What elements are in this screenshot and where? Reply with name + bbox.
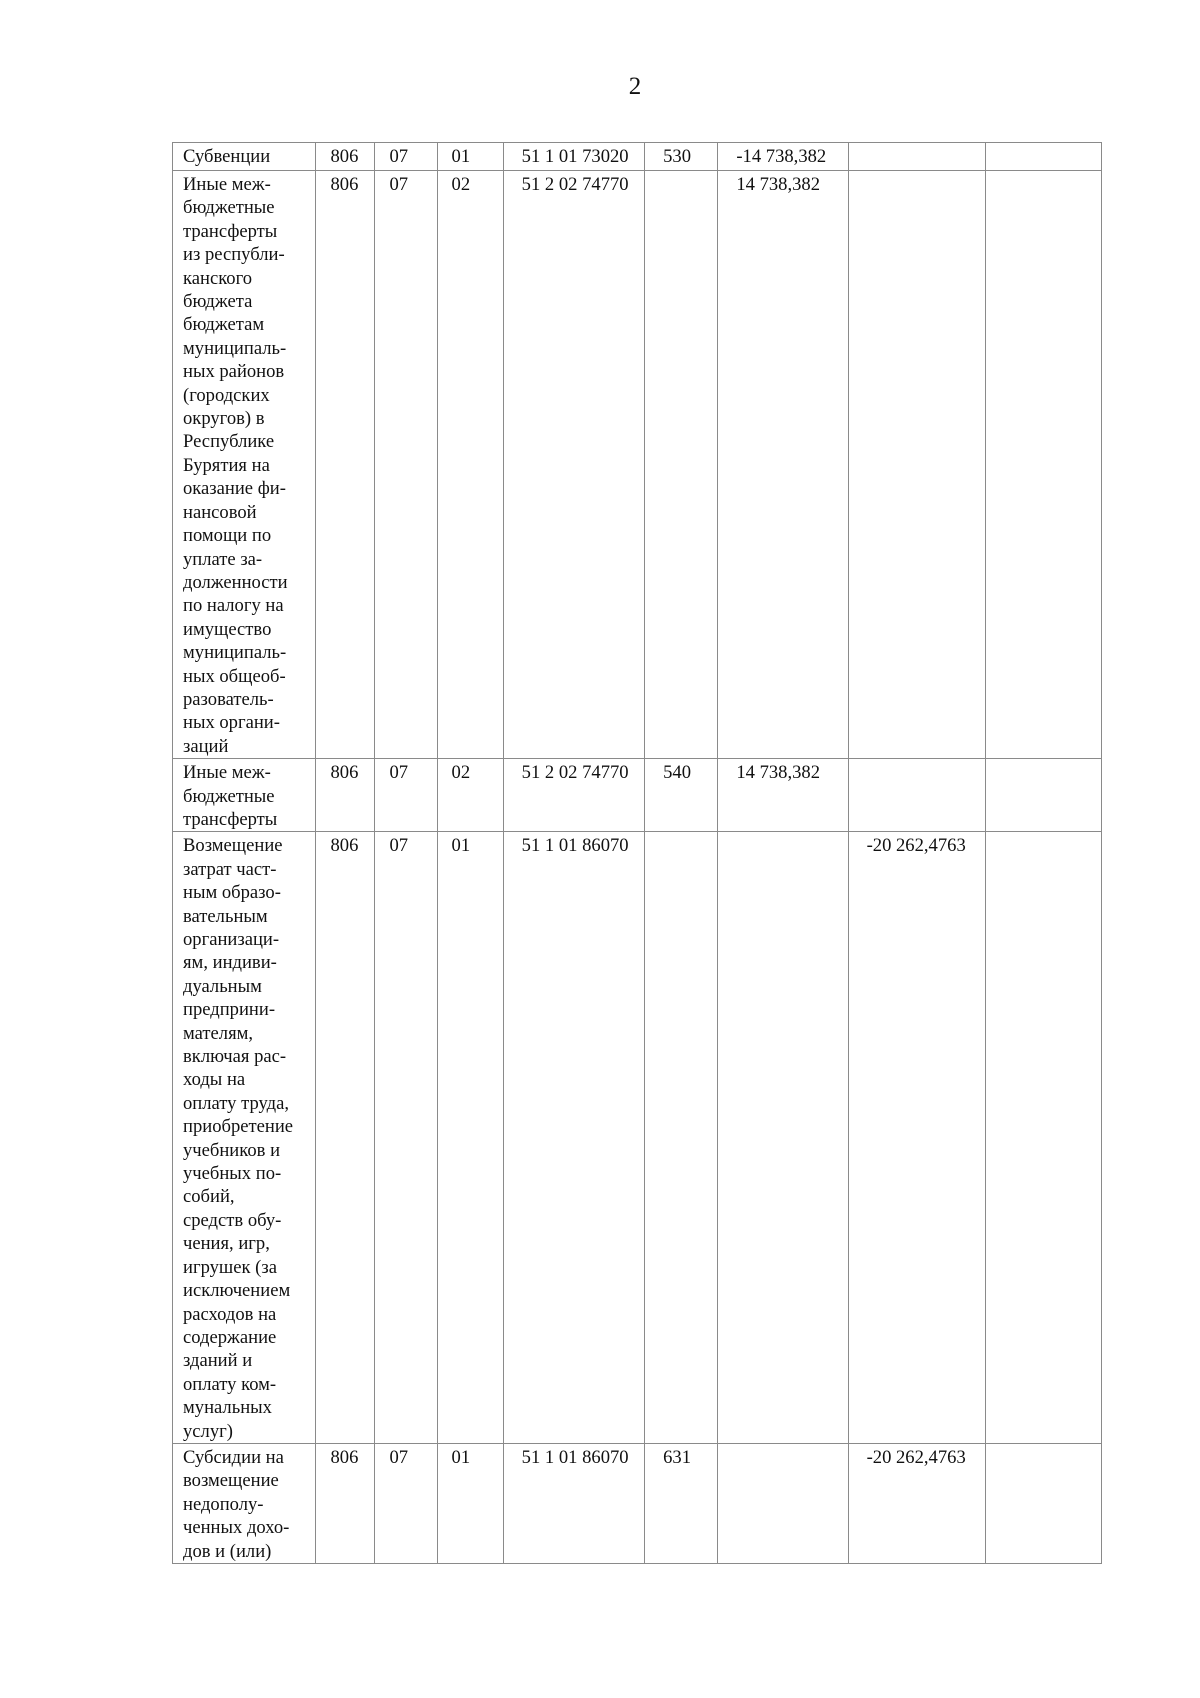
cell-amount-1 — [718, 1443, 848, 1563]
cell-section: 07 — [375, 143, 437, 171]
cell-ved-code: 806 — [316, 832, 375, 1444]
cell-section: 07 — [375, 832, 437, 1444]
cell-amount-2 — [848, 759, 985, 832]
cell-amount-1: -14 738,382 — [718, 143, 848, 171]
cell-amount-2 — [848, 171, 985, 759]
cell-amount-1 — [718, 832, 848, 1444]
cell-target-article: 51 1 01 86070 — [503, 832, 644, 1444]
cell-amount-3 — [985, 1443, 1101, 1563]
cell-section: 07 — [375, 759, 437, 832]
cell-subsection: 02 — [437, 171, 503, 759]
cell-section: 07 — [375, 1443, 437, 1563]
cell-subsection: 02 — [437, 759, 503, 832]
cell-target-article: 51 2 02 74770 — [503, 171, 644, 759]
cell-expense-type: 530 — [645, 143, 718, 171]
table-row — [173, 759, 1102, 832]
cell-name: Субвенции — [173, 143, 316, 171]
cell-ved-code: 806 — [316, 143, 375, 171]
table-row — [173, 1443, 1102, 1563]
cell-name: Иные меж- бюджетные трансферты — [173, 759, 316, 832]
cell-ved-code: 806 — [316, 1443, 375, 1563]
cell-target-article: 51 2 02 74770 — [503, 759, 644, 832]
cell-name: Субсидии на возмещение недополу- ченных дохо- дов и (или) — [173, 1443, 316, 1563]
cell-name: Возмещение затрат част- ным образо- вательным организаци- ям, индиви- дуальным предприни- мателям, включая рас- ходы на оплату труда, приобретение учебников и учебных по- собий, средств обу- чения, игр, игрушек (за исключением расходов на содержание зданий и оплату ком- мунальных услуг) — [173, 832, 316, 1444]
cell-expense-type — [645, 171, 718, 759]
cell-subsection: 01 — [437, 143, 503, 171]
cell-amount-2: -20 262,4763 — [848, 1443, 985, 1563]
cell-expense-type: 631 — [645, 1443, 718, 1563]
cell-target-article: 51 1 01 73020 — [503, 143, 644, 171]
cell-amount-2 — [848, 143, 985, 171]
table-row — [173, 171, 1102, 759]
cell-amount-2: -20 262,4763 — [848, 832, 985, 1444]
table-row — [173, 143, 1102, 171]
cell-expense-type — [645, 832, 718, 1444]
cell-subsection: 01 — [437, 1443, 503, 1563]
budget-table — [172, 142, 1102, 1564]
cell-ved-code: 806 — [316, 759, 375, 832]
cell-name: Иные меж- бюджетные трансферты из республи- канского бюджета бюджетам муниципаль- ных районов (городских округов) в Республике Бурятия на оказание фи- нансовой помощи по уплате за- долженности по налогу на имущество муниципаль- ных общеоб- разователь- ных органи- заций — [173, 171, 316, 759]
cell-expense-type: 540 — [645, 759, 718, 832]
cell-amount-3 — [985, 171, 1101, 759]
cell-amount-3 — [985, 759, 1101, 832]
cell-subsection: 01 — [437, 832, 503, 1444]
cell-amount-3 — [985, 143, 1101, 171]
cell-ved-code: 806 — [316, 171, 375, 759]
table-body — [173, 143, 1102, 1564]
cell-amount-1: 14 738,382 — [718, 171, 848, 759]
cell-section: 07 — [375, 171, 437, 759]
table-row — [173, 832, 1102, 1444]
page-number: 2 — [628, 73, 642, 100]
cell-amount-1: 14 738,382 — [718, 759, 848, 832]
cell-target-article: 51 1 01 86070 — [503, 1443, 644, 1563]
cell-amount-3 — [985, 832, 1101, 1444]
